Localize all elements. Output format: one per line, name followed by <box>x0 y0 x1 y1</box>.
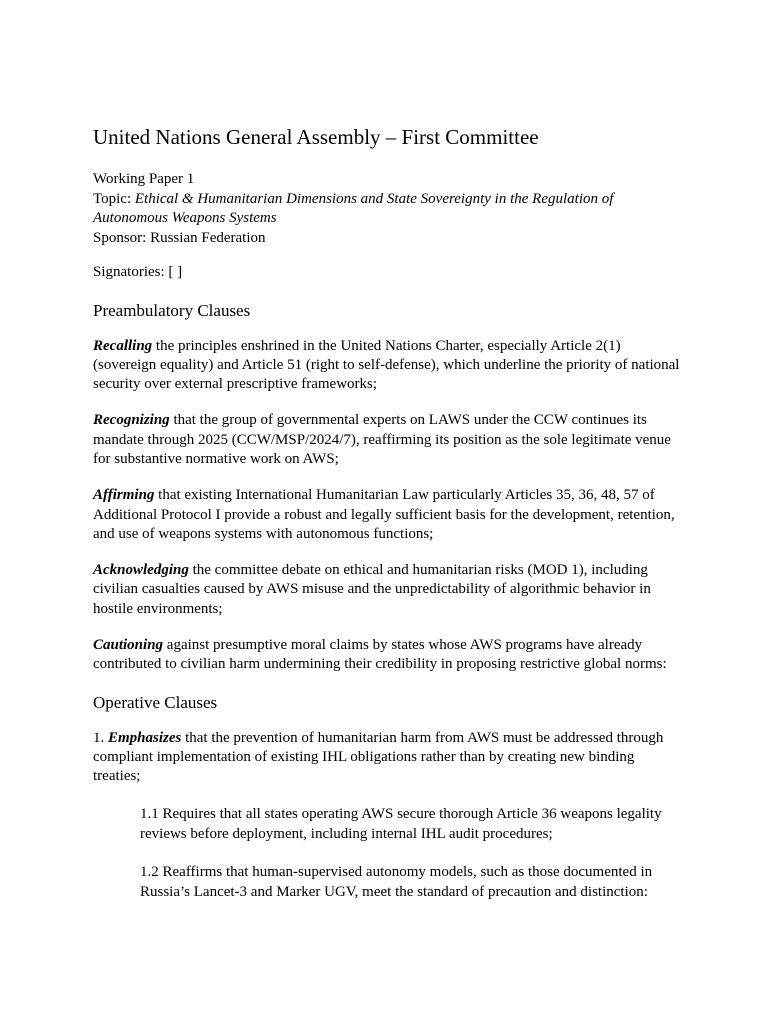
operative-heading: Operative Clauses <box>93 692 218 712</box>
preambulatory-clause <box>93 411 683 469</box>
clause-keyword: Cautioning <box>93 637 164 654</box>
preambulatory-heading: Preambulatory Clauses <box>93 300 251 320</box>
operative-clause <box>93 729 683 787</box>
clause-text: the principles enshrined in the United Nations Charter, especially Article 2(1) (sovereign equality) and Article 51 (right to self-defense), which underline the priority of national security over external prescriptive frameworks; <box>93 337 680 393</box>
clause-text: that the prevention of humanitarian harm from AWS must be addressed through compliant implementation of existing IHL obligations rather than by creating new binding treaties; <box>93 729 664 785</box>
topic-line <box>93 190 683 229</box>
topic-text: Ethical & Humanitarian Dimensions and State Sovereignty in the Regulation of Autonomous Weapons Systems <box>93 190 614 226</box>
signatories-line: Signatories: [ ] <box>93 264 183 280</box>
clause-text: that the group of governmental experts on LAWS under the CCW continues its mandate through 2025 (CCW/MSP/2024/7), reaffirming its position as the sole legitimate venue for substantive normative work on AWS; <box>93 412 671 467</box>
clause-keyword: Recalling <box>93 337 153 354</box>
clause-number: 1. <box>93 729 108 746</box>
operative-subclause: 1.1 Requires that all states operating AWS secure thorough Article 36 weapons legality reviews before deployment, including internal IHL audit procedures; <box>140 805 662 843</box>
preambulatory-clause <box>93 561 683 619</box>
document-page <box>93 123 683 903</box>
clause-keyword: Emphasizes <box>108 729 182 746</box>
working-paper-label: Working Paper 1 <box>93 171 195 187</box>
sponsor-line: Sponsor: Russian Federation <box>93 229 266 246</box>
clause-text: the committee debate on ethical and humanitarian risks (MOD 1), including civilian casualties caused by AWS misuse and the unpredictability of algorithmic behavior in hostile environments; <box>93 562 651 617</box>
preambulatory-clause <box>93 636 683 675</box>
clause-text: that existing International Humanitarian Law particularly Articles 35, 36, 48, 57 of Additional Protocol I provide a robust and legally sufficient basis for the development, retention, and use of weapons systems with autonomous functions; <box>93 487 675 542</box>
clause-keyword: Affirming <box>93 487 155 504</box>
clause-text: against presumptive moral claims by states whose AWS programs have already contributed to civilian harm undermining their credibility in proposing restrictive global norms: <box>93 637 667 673</box>
operative-subclause: 1.2 Reaffirms that human-supervised autonomy models, such as those documented in Russia’s Lancet-3 and Marker UGV, meet the standard of precaution and distinction: <box>140 863 653 901</box>
clause-keyword: Acknowledging <box>93 562 189 579</box>
document-title: United Nations General Assembly – First Committee <box>93 125 539 149</box>
topic-label: Topic: <box>93 190 135 207</box>
preambulatory-clause <box>93 337 683 395</box>
clause-keyword: Recognizing <box>93 412 170 429</box>
preambulatory-clause <box>93 486 683 544</box>
document-metadata <box>93 170 683 248</box>
